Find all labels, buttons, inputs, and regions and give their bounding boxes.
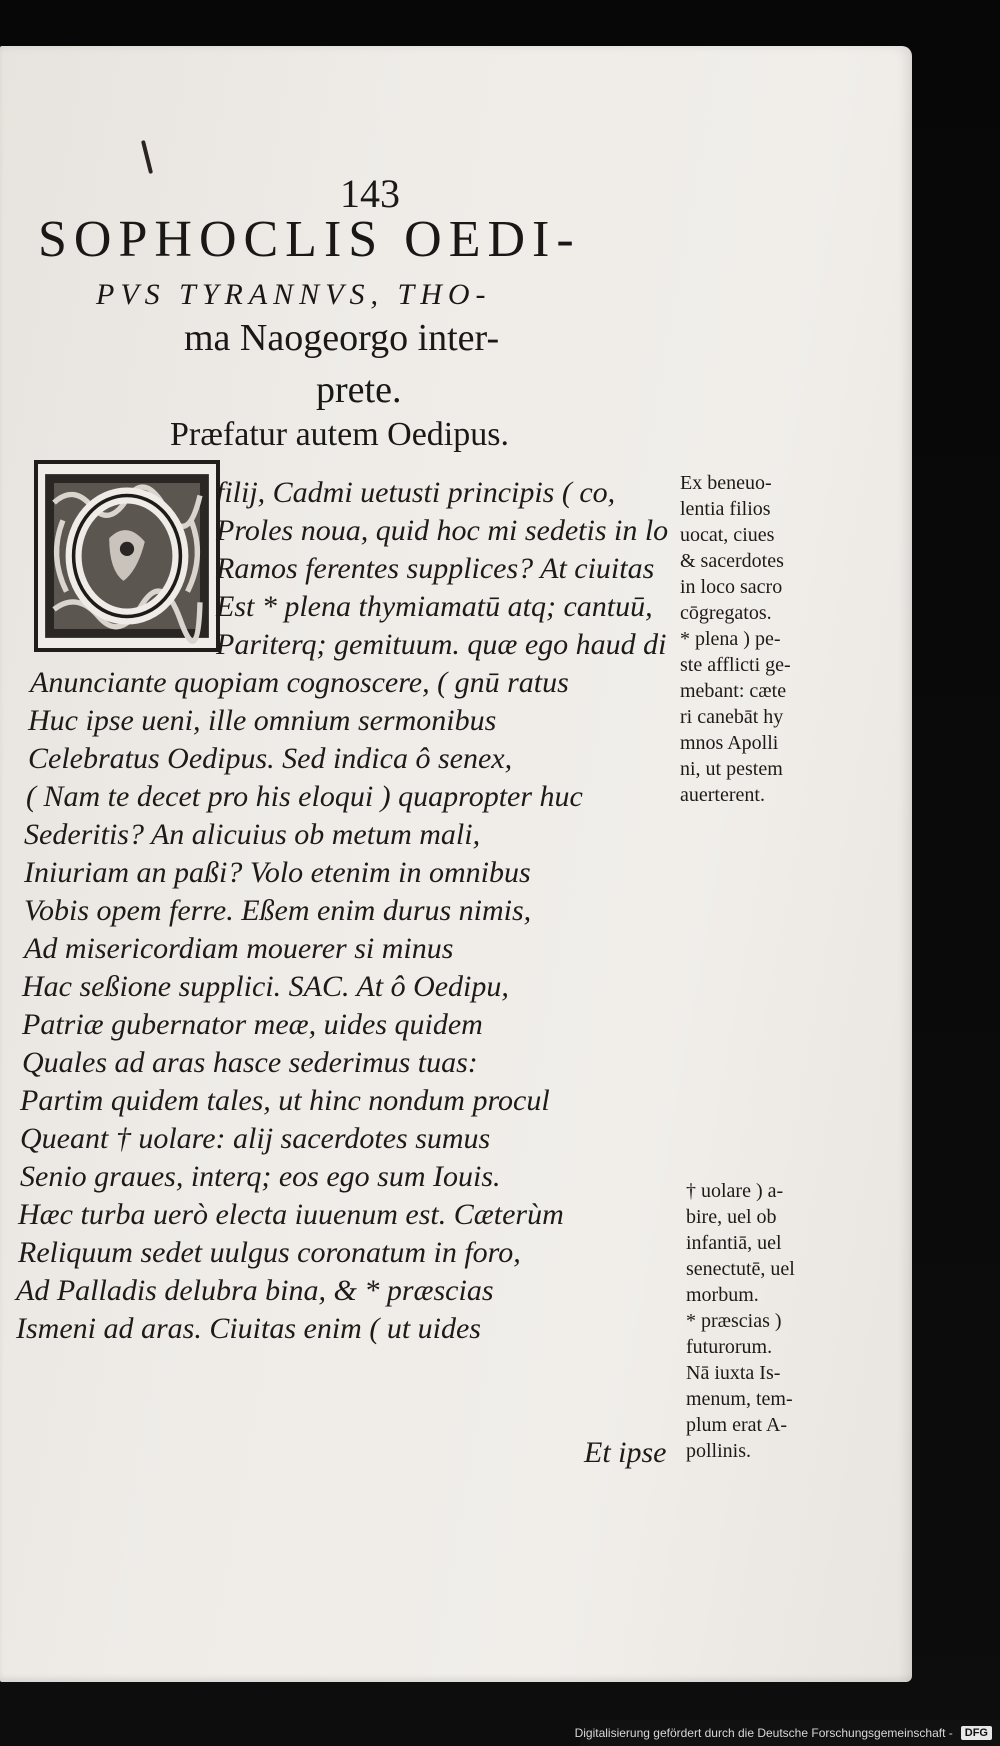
margin-note-line: senectutē, uel bbox=[686, 1258, 795, 1280]
verse-line: Vobis opem ferre. Eßem enim durus nimis, bbox=[24, 894, 532, 927]
verse-line: Huc ipse ueni, ille omnium sermonibus bbox=[28, 704, 497, 737]
margin-note-line: menum, tem- bbox=[686, 1388, 793, 1410]
margin-note-line: in loco sacro bbox=[680, 576, 783, 598]
margin-note-line: auerterent. bbox=[680, 784, 765, 806]
title-line-2: PVS TYRANNVS, THO- bbox=[96, 278, 492, 311]
verse-line: Patriæ gubernator meæ, uides quidem bbox=[22, 1008, 483, 1041]
digitization-footer bbox=[574, 1720, 1000, 1746]
title-line-3: ma Naogeorgo inter- bbox=[184, 317, 500, 359]
book-page bbox=[0, 46, 912, 1682]
verse-line: Iniuriam an paßi? Volo etenim in omnibus bbox=[24, 856, 531, 889]
verse-line: Hac seßione supplici. SAC. At ô Oedipu, bbox=[22, 970, 509, 1003]
verse-line: Ismeni ad aras. Ciuitas enim ( ut uides bbox=[16, 1312, 481, 1345]
margin-note-line: mebant: cæte bbox=[680, 680, 787, 702]
margin-note-line: & sacerdotes bbox=[680, 550, 784, 572]
verse-line: Celebratus Oedipus. Sed indica ô senex, bbox=[28, 742, 513, 775]
catchword: Et ipse bbox=[584, 1436, 667, 1469]
margin-note-line: pollinis. bbox=[686, 1440, 752, 1462]
margin-note-line: lentia filios bbox=[680, 498, 771, 520]
verse-line: Reliquum sedet uulgus coronatum in foro, bbox=[18, 1236, 521, 1269]
footer-credit: Digitalisierung gefördert durch die Deutsche Forschungsgemeinschaft - bbox=[574, 1726, 953, 1740]
ink-mark bbox=[141, 140, 153, 174]
verse-line: Ramos ferentes supplices? At ciuitas bbox=[216, 552, 655, 585]
verse-line: Quales ad aras hasce sederimus tuas: bbox=[22, 1046, 478, 1079]
verse-line: filij, Cadmi uetusti principis ( co, bbox=[216, 476, 616, 509]
margin-note-line: plum erat A- bbox=[686, 1414, 788, 1436]
verse-line: Anunciante quopiam cognoscere, ( gnū ratus bbox=[30, 666, 569, 699]
margin-note-line: uocat, ciues bbox=[680, 524, 775, 546]
margin-note-line: cōgregatos. bbox=[680, 602, 772, 624]
decorated-initial-o bbox=[34, 460, 220, 652]
margin-note-line: infantiā, uel bbox=[686, 1232, 782, 1254]
margin-note-2 bbox=[686, 1178, 856, 1464]
dfg-logo-icon: DFG bbox=[961, 1726, 992, 1740]
margin-note-line: Ex beneuo- bbox=[680, 472, 772, 494]
title-line-1: SOPHOCLIS OEDI- bbox=[38, 211, 581, 268]
verse-line: Sederitis? An alicuius ob metum mali, bbox=[24, 818, 481, 851]
margin-note-line: * præscias ) bbox=[686, 1310, 782, 1332]
page-number: 143 bbox=[340, 171, 400, 216]
verse-line: Hæc turba uerò electa iuuenum est. Cæterùm bbox=[18, 1198, 564, 1231]
margin-note-line: futurorum. bbox=[686, 1336, 773, 1358]
verse-line: Ad Palladis delubra bina, & * præscias bbox=[16, 1274, 494, 1307]
margin-note-line: morbum. bbox=[686, 1284, 759, 1306]
verse-line: Partim quidem tales, ut hinc nondum procul bbox=[20, 1084, 550, 1117]
margin-note-line: ri canebāt hy bbox=[680, 706, 784, 728]
margin-note-1 bbox=[680, 470, 860, 808]
verse-line: Ad misericordiam mouerer si minus bbox=[24, 932, 454, 965]
margin-note-line: † uolare ) a- bbox=[686, 1180, 784, 1202]
margin-note-line: ste afflicti ge- bbox=[680, 654, 791, 676]
verse-line: Queant † uolare: alij sacerdotes sumus bbox=[20, 1122, 491, 1155]
margin-note-line: ni, ut pestem bbox=[680, 758, 783, 780]
verse-line: Proles noua, quid hoc mi sedetis in lo bbox=[216, 514, 669, 547]
verse-line: Senio graues, interq; eos ego sum Iouis. bbox=[20, 1160, 501, 1193]
title-line-4: prete. bbox=[316, 369, 402, 411]
margin-note-line: Nā iuxta Is- bbox=[686, 1362, 781, 1384]
woodcut-initial-icon bbox=[38, 464, 216, 648]
margin-note-line: bire, uel ob bbox=[686, 1206, 777, 1228]
verse-line: Est * plena thymiamatū atq; cantuū, bbox=[216, 590, 653, 623]
section-heading: Præfatur autem Oedipus. bbox=[170, 416, 509, 453]
verse-line: ( Nam te decet pro his eloqui ) quapropter huc bbox=[26, 780, 583, 813]
margin-note-line: * plena ) pe- bbox=[680, 628, 781, 650]
verse-line: Pariterq; gemituum. quæ ego haud di bbox=[216, 628, 667, 661]
margin-note-line: mnos Apolli bbox=[680, 732, 779, 754]
